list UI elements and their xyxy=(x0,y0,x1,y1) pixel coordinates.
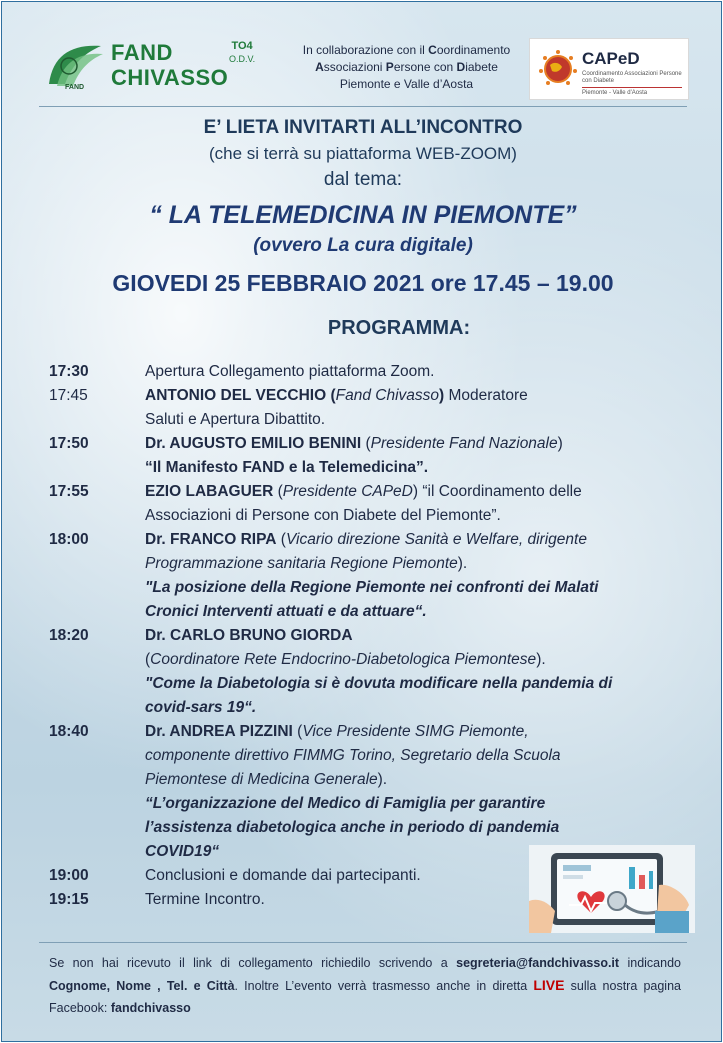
program-item-cont xyxy=(49,744,689,768)
speaker-org: Fand Chivasso xyxy=(335,387,440,404)
speaker-org: Coordinatore Rete Endocrino-Diabetologica Piemontese xyxy=(150,651,537,668)
program-time: 17:45 xyxy=(49,387,88,404)
collaboration-text xyxy=(274,42,539,93)
program-item xyxy=(49,360,689,384)
collab-pre: In collaborazione con il xyxy=(302,43,429,57)
footer-text: . Inoltre L’evento verrà trasmesso anche in diretta xyxy=(234,979,534,993)
paren-close: ). xyxy=(536,651,546,668)
talk-title-cont: Cronici Interventi attuati e da attuare“. xyxy=(145,603,427,620)
collab-assoc: ssociazioni xyxy=(323,60,386,74)
footer-text: indicando xyxy=(619,956,681,970)
caped-name: CAPeD xyxy=(582,49,640,68)
collab-line3: Piemonte e Valle d’Aosta xyxy=(339,77,474,91)
collab-c: C xyxy=(428,43,437,57)
theme-label: dal tema: xyxy=(323,169,403,190)
caped-logo xyxy=(529,38,689,100)
talk-title: “il Coordinamento delle xyxy=(418,483,582,500)
program-time: 17:50 xyxy=(49,435,89,452)
contact-email-link[interactable]: segreteria@fandchivasso.it xyxy=(456,956,620,970)
collab-pers: ersone con xyxy=(393,60,457,74)
paren-close: ). xyxy=(457,555,468,572)
program-item-cont xyxy=(49,768,689,792)
fand-title xyxy=(111,40,228,90)
title-block xyxy=(39,114,687,342)
header-divider xyxy=(39,106,687,107)
program-text xyxy=(145,768,689,792)
program-item xyxy=(49,432,689,456)
program-item-cont xyxy=(49,552,689,576)
program-time: 17:30 xyxy=(49,363,89,380)
speaker-org-cont: Piemontese di Medicina Generale xyxy=(145,771,378,788)
paren-open: ( xyxy=(361,435,371,452)
header xyxy=(39,32,696,106)
paren-open: ( xyxy=(145,651,151,668)
speaker-org-cont: componente direttivo FIMMG Torino, Segretario della Scuola xyxy=(145,747,561,764)
program-item xyxy=(49,480,689,504)
footer-text: sulla nostra pagina Facebook: xyxy=(49,979,681,1015)
required-fields: Cognome, Nome , Tel. e Città xyxy=(49,979,235,993)
speaker-org-cont: Programmazione sanitaria Regione Piemonte xyxy=(145,555,458,572)
program-item-cont xyxy=(49,576,689,600)
program-item xyxy=(49,624,689,648)
program-text xyxy=(145,432,689,456)
program-time: 18:20 xyxy=(49,627,89,644)
talk-title-cont: covid-sars 19“. xyxy=(145,699,257,716)
invitation-page xyxy=(1,1,722,1042)
program-item-cont xyxy=(49,408,689,432)
talk-title-cont: Associazioni di Persone con Diabete del Piemonte”. xyxy=(145,507,501,524)
speaker-name: Dr. ANDREA PIZZINI xyxy=(145,723,293,740)
program-item xyxy=(49,384,689,408)
talk-title: “Il Manifesto FAND e la Telemedicina”. xyxy=(145,459,429,476)
talk-title: “L’organizzazione del Medico di Famiglia per garantire xyxy=(145,795,546,812)
paren-open: ( xyxy=(273,483,283,500)
program-text: Saluti e Apertura Dibattito. xyxy=(145,411,326,428)
fand-logo-icon xyxy=(43,40,107,92)
fand-code-to4: TO4 xyxy=(231,40,253,52)
collab-a: A xyxy=(315,60,324,74)
program-time: 17:55 xyxy=(49,483,89,500)
speaker-role: Moderatore xyxy=(444,387,528,404)
program-time: 18:00 xyxy=(49,531,89,548)
program-text: Termine Incontro. xyxy=(145,891,265,908)
speaker-org: Vicario direzione Sanità e Welfare, dirigente xyxy=(285,531,587,548)
footer-divider xyxy=(39,942,687,943)
program-item-cont xyxy=(49,456,689,480)
program-text xyxy=(145,528,689,552)
invite-heading: E’ LIETA INVITARTI ALL’INCONTRO xyxy=(203,117,523,138)
program-list xyxy=(49,360,689,912)
collab-p: P xyxy=(385,60,394,74)
telemedicine-illustration-icon xyxy=(529,845,695,933)
footer-note xyxy=(49,952,681,1019)
program-item-cont xyxy=(49,504,689,528)
talk-title: "Come la Diabetologia si è dovuta modificare nella pandemia di xyxy=(145,675,613,692)
live-badge: LIVE xyxy=(533,977,565,993)
talk-title-cont: l’assistenza diabetologica anche in periodo di pandemia xyxy=(145,819,560,836)
speaker-name: Dr. FRANCO RIPA xyxy=(145,531,277,548)
program-text xyxy=(145,480,689,504)
program-item xyxy=(49,528,689,552)
paren-open: ( xyxy=(276,531,286,548)
program-time: 18:40 xyxy=(49,723,89,740)
program-item xyxy=(49,720,689,744)
program-text xyxy=(145,552,689,576)
caped-divider xyxy=(582,87,682,88)
program-text xyxy=(145,384,689,408)
caped-region: Piemonte - Valle d'Aosta xyxy=(582,90,648,96)
platform-note: (che si terrà su piattaforma WEB-ZOOM) xyxy=(209,144,517,163)
fand-odv: O.D.V. xyxy=(229,54,256,64)
event-date: GIOVEDI 25 FEBBRAIO 2021 ore 17.45 – 19.00 xyxy=(112,270,614,296)
program-item-cont xyxy=(49,648,689,672)
caped-globe-icon xyxy=(538,49,578,89)
program-heading: PROGRAMMA: xyxy=(327,317,471,339)
facebook-page-link[interactable]: fandchivasso xyxy=(110,1001,191,1015)
program-text: Apertura Collegamento piattaforma Zoom. xyxy=(145,363,435,380)
program-text: Conclusioni e domande dai partecipanti. xyxy=(145,867,421,884)
program-item-cont xyxy=(49,792,689,816)
program-item-cont xyxy=(49,600,689,624)
caped-subtitle: Coordinamento Associazioni Persone con Diabete xyxy=(582,71,682,84)
event-subtitle: (ovvero La cura digitale) xyxy=(253,235,473,256)
collab-d: D xyxy=(456,60,466,74)
talk-title: "La posizione della Regione Piemonte nei confronti dei Malati xyxy=(145,579,599,596)
collab-coord: oordinamento xyxy=(436,43,511,57)
paren-open: ( xyxy=(292,723,303,740)
footer-text: Se non hai ricevuto il link di collegamento richiedilo scrivendo a xyxy=(49,956,457,970)
talk-title-cont: COVID19“ xyxy=(145,843,220,860)
program-text xyxy=(145,648,689,672)
fand-code xyxy=(229,40,255,66)
program-item-cont xyxy=(49,816,689,840)
program-time: 19:00 xyxy=(49,867,89,884)
collab-diab: iabete xyxy=(465,60,498,74)
speaker-name: Dr. CARLO BRUNO GIORDA xyxy=(145,627,353,644)
speaker-name: Dr. AUGUSTO EMILIO BENINI xyxy=(145,435,362,452)
program-time: 19:15 xyxy=(49,891,89,908)
paren-close: ). xyxy=(377,771,388,788)
event-title: “ LA TELEMEDICINA IN PIEMONTE” xyxy=(149,201,577,229)
program-item-cont xyxy=(49,696,689,720)
program-item-cont xyxy=(49,672,689,696)
speaker-org: Presidente CAPeD xyxy=(282,483,413,500)
paren-close: ) xyxy=(439,387,445,404)
paren-close: ) xyxy=(557,435,563,452)
speaker-org: Presidente Fand Nazionale xyxy=(370,435,558,452)
fand-title-line2: CHIVASSO xyxy=(111,65,229,90)
paren-open: ( xyxy=(326,387,336,404)
speaker-name: EZIO LABAGUER xyxy=(145,483,274,500)
paren-close: ) xyxy=(412,483,419,500)
fand-title-line1: FAND xyxy=(111,40,173,65)
speaker-name: ANTONIO DEL VECCHIO xyxy=(145,387,327,404)
fand-logo-text: FAND xyxy=(65,84,85,91)
speaker-org: Vice Presidente SIMG Piemonte, xyxy=(302,723,529,740)
program-text xyxy=(145,720,689,744)
